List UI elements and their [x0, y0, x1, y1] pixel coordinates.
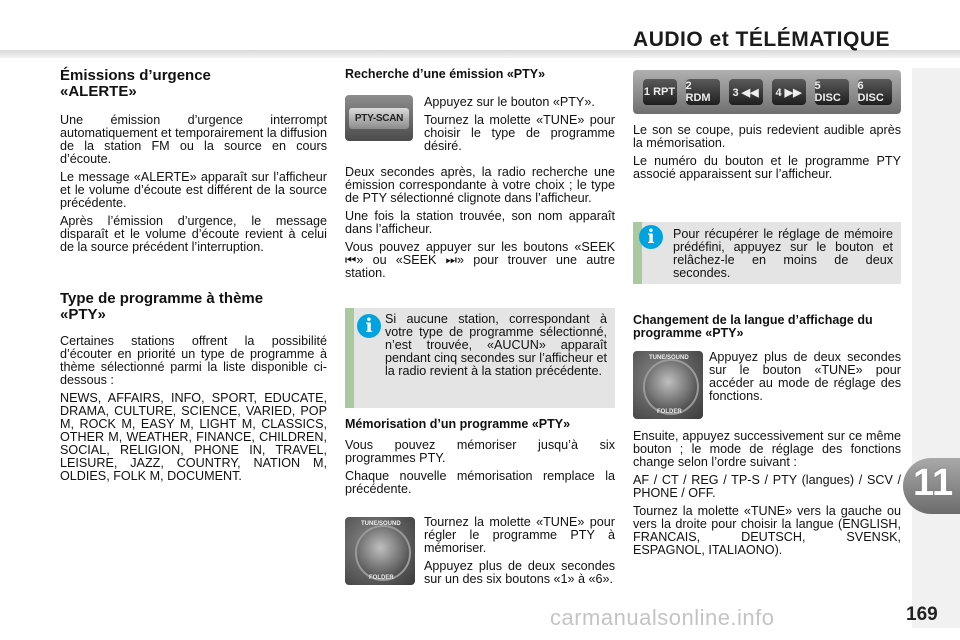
heading-lang: Changement de la langue d’affichage du programme «PTY» — [633, 313, 873, 340]
memo-result — [633, 124, 901, 186]
preset-button-3: 3 ◀◀ — [729, 79, 763, 105]
tune-knob-icon — [355, 525, 411, 581]
result-paragraph-2: Le numéro du bouton et le programme PTY associé apparaissent sur l’afficheur. — [633, 154, 901, 181]
heading-memo: Mémorisation d’un programme «PTY» — [345, 417, 571, 431]
knob-label-top: TUNE/SOUND — [649, 355, 689, 361]
lang-step — [709, 351, 901, 408]
lang-paragraph-4: Tournez la molette «TUNE» vers la gauche ou vers la droite pour choisir la langue (ENGLISH, FRANCAIS, DEUTSCH, SVENSK, ESPAGNOL, ITALIAONO). — [633, 504, 901, 557]
info-box-no-station — [345, 308, 615, 408]
section-pty — [60, 291, 327, 488]
search-details — [345, 166, 615, 285]
memo-steps — [424, 516, 615, 591]
search-steps — [424, 96, 615, 158]
section-memo — [345, 418, 615, 501]
preset-button-5: 5 DISC — [815, 79, 849, 105]
lang-paragraph-1: Appuyez plus de deux secondes sur le bouton «TUNE» pour accéder au mode de réglage des fonctions. — [709, 350, 901, 403]
alerte-paragraph-3: Après l’émission d’urgence, le message disparaît et le volume d’écoute revient à celui de la source précédent l’interruption. — [60, 214, 327, 254]
knob-label-bottom: FOLDER — [369, 575, 394, 581]
chapter-number: 11 — [913, 462, 954, 504]
search-paragraph-4: Une fois la station trouvée, son nom apparaît dans l’afficheur. — [345, 209, 615, 236]
memo-paragraph-4: Appuyez plus de deux secondes sur un des six boutons «1» à «6». — [424, 559, 615, 586]
pty-scan-label: PTY-SCAN — [349, 108, 409, 129]
pty-list: NEWS, AFFAIRS, INFO, SPORT, EDUCATE, DRAMA, CULTURE, SCIENCE, VARIED, POP M, ROCK M, EASY M, LIGHT M, CLASSICS, OTHER M, WEATHER, FINANCE, CHILDREN, SOCIAL, RELIGION, PHONE IN, TRAVEL, LEISURE, JAZZ, COUNTRY, NATION M, OLDIES, FOLK M, DOCUMENT. — [60, 391, 327, 483]
lang-details — [633, 430, 901, 562]
preset-button-6: 6 DISC — [858, 79, 892, 105]
tune-knob-icon — [643, 359, 699, 415]
knob-label-bottom: FOLDER — [657, 409, 682, 415]
pty-paragraph-1: Certaines stations offrent la possibilité d’écouter en priorité un type de programme à thème sélectionné parmi la liste disponible ci-dessous : — [60, 334, 327, 387]
info-preset-text: Pour récupérer le réglage de mémoire prédéfini, appuyez sur le bouton et relâchez-le en moins de deux secondes. — [673, 227, 893, 280]
side-strip — [912, 68, 960, 628]
search-paragraph-2: Tournez la molette «TUNE» pour choisir le type de programme désiré. — [424, 113, 615, 153]
knob-label-top: TUNE/SOUND — [361, 521, 401, 527]
memo-paragraph-3: Tournez la molette «TUNE» pour régler le programme PTY à mémoriser. — [424, 515, 615, 555]
watermark: carmanualsonline.info — [550, 605, 775, 630]
tune-knob-image — [633, 351, 703, 419]
page-header-title: AUDIO et TÉLÉMATIQUE — [633, 28, 890, 51]
preset-buttons-image — [633, 70, 901, 114]
info-no-station-text: Si aucune station, correspondant à votre type de programme sélectionné, n’est trouvée, «AUCUN» apparaît pendant cinq secondes sur l’afficheur et la radio revient à la station précédente. — [385, 312, 607, 378]
search-paragraph-5: Vous pouvez appuyer sur les boutons «SEEK ⏮» ou «SEEK ⏭» pour trouver une autre station. — [345, 240, 615, 280]
info-box-preset — [633, 222, 901, 284]
memo-paragraph-1: Vous pouvez mémoriser jusqu’à six programmes PTY. — [345, 438, 615, 465]
section-alerte — [60, 68, 327, 259]
pty-scan-button-image — [345, 95, 413, 141]
result-paragraph-1: Le son se coupe, puis redevient audible après la mémorisation. — [633, 123, 901, 150]
alerte-paragraph-1: Une émission d’urgence interrompt automatiquement et temporairement la diffusion de la station FM ou la source en cours d’écoute. — [60, 113, 327, 166]
preset-button-4: 4 ▶▶ — [772, 79, 806, 105]
page-number: 169 — [906, 604, 938, 625]
lang-paragraph-3: AF / CT / REG / TP-S / PTY (langues) / SCV / PHONE / OFF. — [633, 473, 901, 500]
lang-paragraph-2: Ensuite, appuyez successivement sur ce même bouton ; le mode de réglage des fonctions change selon l’ordre suivant : — [633, 429, 901, 469]
info-box-bar — [345, 308, 354, 408]
heading-search: Recherche d’une émission «PTY» — [345, 67, 546, 81]
tune-knob-image — [345, 517, 415, 585]
info-icon: i — [357, 314, 381, 338]
preset-button-1: 1 RPT — [643, 79, 677, 105]
alerte-paragraph-2: Le message «ALERTE» apparaît sur l’afficheur et le volume d’écoute est différent de la source précédente. — [60, 170, 327, 210]
memo-paragraph-2: Chaque nouvelle mémorisation remplace la précédente. — [345, 469, 615, 496]
info-icon: i — [639, 225, 663, 249]
search-paragraph-3: Deux secondes après, la radio recherche une émission correspondante à votre choix ; le type de PTY sélectionné clignote dans l’afficheur. — [345, 165, 615, 205]
heading-alerte: Émissions d’urgence «ALERTE» — [60, 67, 211, 100]
search-paragraph-1: Appuyez sur le bouton «PTY». — [424, 95, 595, 109]
heading-pty: Type de programme à thème «PTY» — [60, 290, 264, 323]
preset-button-2: 2 RDM — [686, 79, 720, 105]
